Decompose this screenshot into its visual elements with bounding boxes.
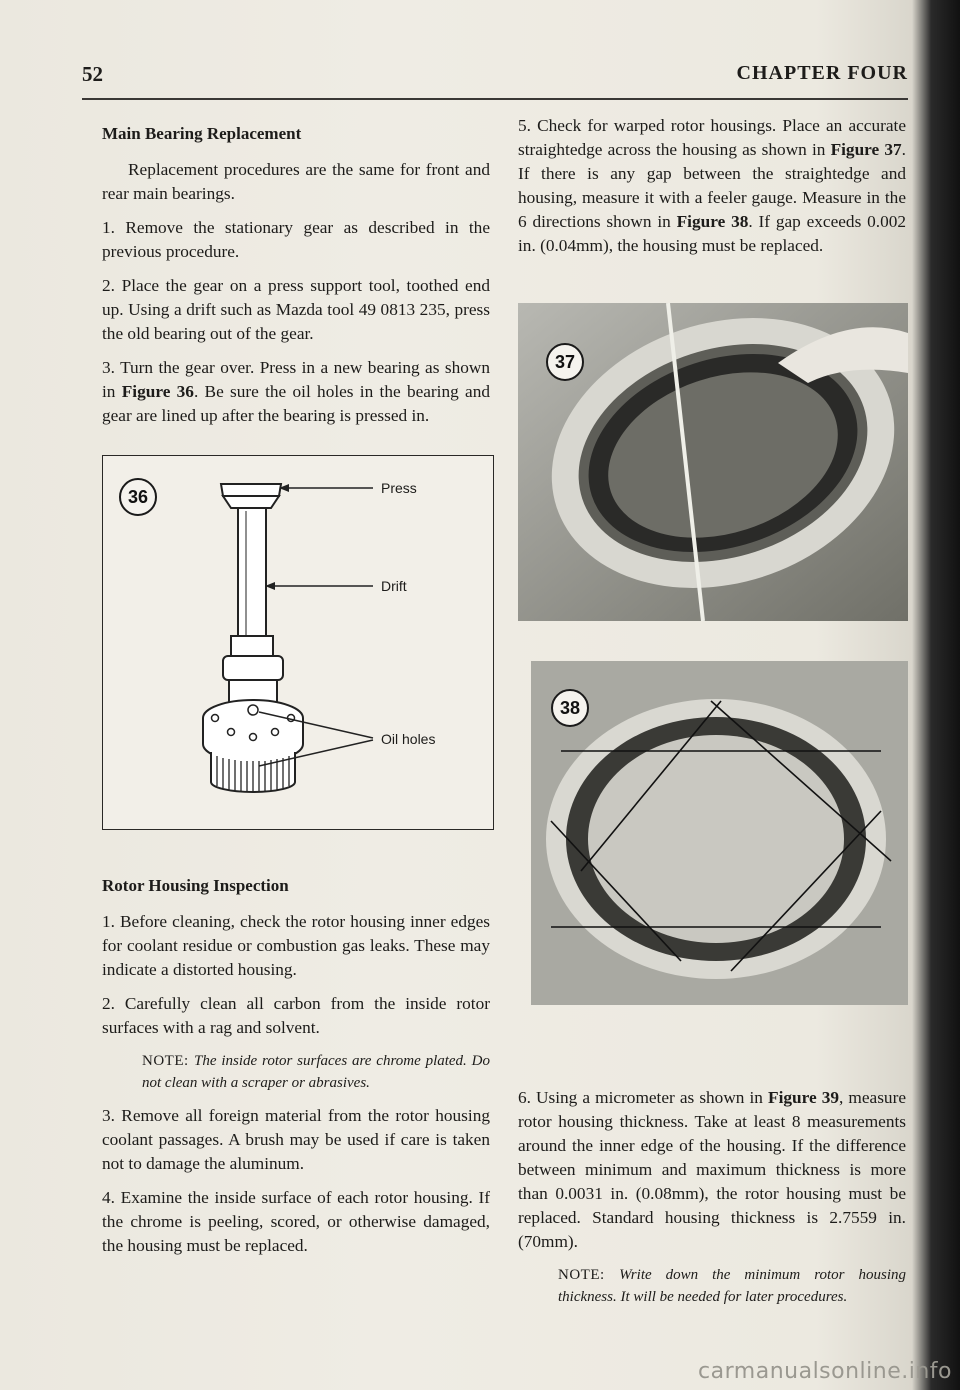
page-number: 52 [82,62,103,86]
left-column-top [102,122,490,438]
step-2: 2. Place the gear on a press support tool, toothed end up. Using a drift such as Mazda tool 49 0813 235, press the old bearing out of the gear. [102,276,490,343]
figure-37-photo [518,303,908,621]
step-6-text-b: , measure rotor housing thickness. Take at least 8 measurements around the inner edge of the housing. If the difference between minimum and maximum thickness is more than 0.0031 in. (0.08mm), the rotor housing must be replaced. Standard housing thickness is 2.7559 in. (70mm). [518,1088,906,1251]
step-6-text-a: 6. Using a micrometer as shown in [518,1088,769,1107]
figure-36 [102,455,494,830]
right-column-top [518,114,906,268]
label-drift: Drift [381,578,407,594]
right-column-bottom [518,1086,906,1318]
label-oil-holes: Oil holes [381,731,436,747]
step-5-text-b: . If there is any gap between the straightedge and housing, measure it with a feeler gauge. Measure in the 6 directions shown in [518,140,906,231]
step-6 [518,1086,906,1254]
label-press: Press [381,480,417,496]
figure-38-number-badge: 38 [551,689,589,727]
figure-ref-39: Figure 39 [768,1088,840,1107]
figure-ref-36: Figure 36 [121,382,194,401]
section-title-rotor-housing: Rotor Housing Inspection [102,876,289,895]
section-title-main-bearing: Main Bearing Replacement [102,124,302,143]
figure-38-photo [531,661,908,1005]
step-3-text-b: . Be sure the oil holes in the bearing and gear are lined up after the bearing is pressed in. [102,382,490,425]
figure-37-number-badge: 37 [546,343,584,381]
figure-ref-38: Figure 38 [676,212,749,231]
step-5-text-a: 5. Check for warped rotor housings. Place an accurate straightedge across the housing as shown in [518,116,906,159]
step-3 [102,356,490,428]
chapter-title: CHAPTER FOUR [736,62,908,84]
rh-step-1: 1. Before cleaning, check the rotor housing inner edges for coolant residue or combustion gas leaks. These may indicate a distorted housing. [102,912,490,979]
note-label-right: NOTE: [558,1267,620,1283]
step-5-text-c: . If gap exceeds 0.002 in. (0.04mm), the housing must be replaced. [518,212,906,255]
left-column-bottom [102,874,490,1268]
figure-ref-37: Figure 37 [830,140,902,159]
step-3-text-a: 3. Turn the gear over. Press in a new bearing as shown in [102,358,490,401]
note-chrome [102,1050,490,1094]
note-label: NOTE: [142,1053,195,1069]
note-text-right: Write down the minimum rotor housing thickness. It will be needed for later procedures. [558,1267,906,1305]
watermark: carmanualsonline.info [698,1359,952,1384]
figure-36-number-badge: 36 [119,478,157,516]
step-1: 1. Remove the stationary gear as described in the previous procedure. [102,218,490,261]
rh-step-3: 3. Remove all foreign material from the rotor housing coolant passages. A brush may be used if care is taken not to damage the aluminum. [102,1106,490,1173]
page-header [82,58,908,100]
step-5 [518,114,906,258]
note-text: The inside rotor surfaces are chrome plated. Do not clean with a scraper or abrasives. [142,1053,490,1091]
rh-step-2: 2. Carefully clean all carbon from the inside rotor surfaces with a rag and solvent. [102,994,490,1037]
note-minimum-thickness [518,1264,906,1308]
paragraph-intro: Replacement procedures are the same for front and rear main bearings. [102,160,490,203]
rh-step-4: 4. Examine the inside surface of each rotor housing. If the chrome is peeling, scored, or otherwise damaged, the housing must be replaced. [102,1188,490,1255]
figure-36-drawing [103,456,493,829]
